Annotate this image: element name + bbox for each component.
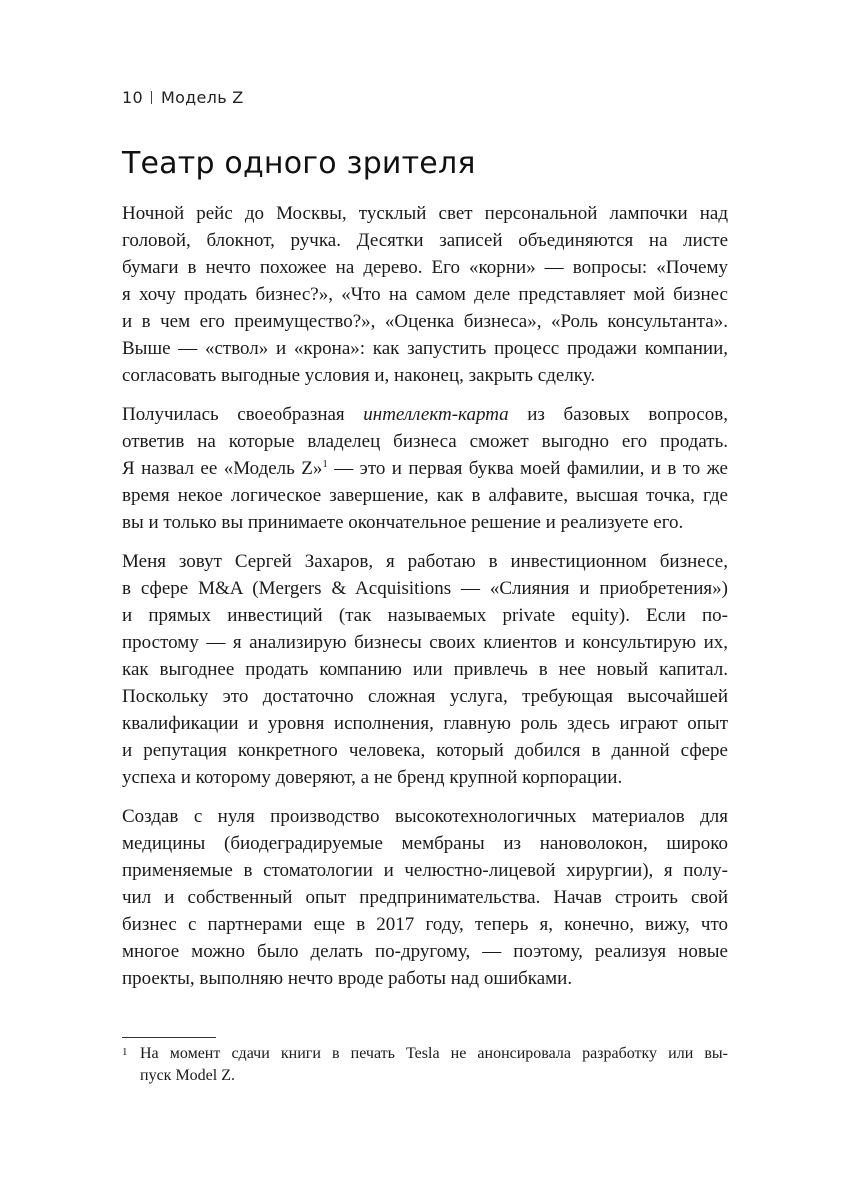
paragraph-1 — [122, 200, 728, 389]
text-line: квалификации и уровня исполнения, главную роль здесь играют опыт — [122, 713, 728, 734]
text-line: ответив на которые владелец бизнеса сможет выгодно его продать. — [122, 431, 728, 452]
text-line: и в чем его преимущество?», «Оценка бизнеса», «Роль консультанта». — [122, 311, 728, 332]
text-line — [122, 401, 728, 428]
text-line: время некое логическое завершение, как в алфавите, высшая точка, где — [122, 485, 728, 506]
text-line: в сфере M&A (Mergers & Acquisitions — «Слияния и приобретения») — [122, 578, 728, 599]
footnote-line: пуск Model Z. — [140, 1067, 235, 1084]
paragraph-4 — [122, 803, 728, 992]
body-text — [122, 200, 728, 1004]
text-line: я хочу продать бизнес?», «Что на самом деле представляет мой бизнес — [122, 284, 728, 305]
text-line: чил и собственный опыт предпринимательства. Начав строить свой — [122, 887, 728, 908]
text-line: вы и только вы принимаете окончательное решение и реализуете его. — [122, 512, 684, 533]
text-line: Меня зовут Сергей Захаров, я работаю в инвестиционном бизнесе, — [122, 551, 728, 572]
text-line — [122, 455, 728, 482]
text-line: многое можно было делать по-другому, — поэтому, реализуя новые — [122, 941, 728, 962]
text-line: простому — я анализирую бизнесы своих клиентов и консультирую их, — [122, 632, 728, 653]
running-head — [122, 88, 244, 107]
text-line: как выгоднее продать компанию или привлечь в нее новый капитал. — [122, 659, 728, 680]
text-segment: — это и первая буква моей фамилии, и в то же — [327, 458, 728, 479]
text-line: бизнес с партнерами еще в 2017 году, теперь я, конечно, вижу, что — [122, 914, 728, 935]
section-title: Театр одного зрителя — [122, 146, 476, 181]
text-line: головой, блокнот, ручка. Десятки записей объединяются на листе — [122, 230, 728, 251]
footnote — [122, 1043, 728, 1087]
text-line: Выше — «ствол» и «крона»: как запустить процесс продажи компании, — [122, 338, 728, 359]
footnote-text — [140, 1043, 728, 1087]
footnote-mark: 1 — [122, 1046, 128, 1058]
text-line: и репутация конкретного человека, который добился в данной сфере — [122, 740, 728, 761]
header-separator — [151, 91, 152, 104]
text-line: согласовать выгодные условия и, наконец, закрыть сделку. — [122, 365, 596, 386]
text-line: и прямых инвестиций (так называемых private equity). Если по- — [122, 605, 728, 626]
text-line: Ночной рейс до Москвы, тусклый свет персональной лампочки над — [122, 203, 728, 224]
text-line: успеха и которому доверяют, а не бренд крупной корпорации. — [122, 767, 623, 788]
footnote-divider — [122, 1037, 216, 1038]
book-title: Модель Z — [160, 88, 244, 107]
footnote-line: На момент сдачи книги в печать Tesla не анонсировала разработку или вы- — [140, 1045, 728, 1062]
text-line: проекты, выполняю нечто вроде работы над ошибками. — [122, 968, 573, 989]
italic-term: интеллект-карта — [363, 404, 509, 425]
footnote-reference[interactable]: 1 — [322, 458, 328, 470]
text-line: применяемые в стоматологии и челюстно-лицевой хирургии), я полу- — [122, 860, 728, 881]
text-segment: Получилась своеобразная — [122, 404, 364, 425]
text-line: Поскольку это достаточно сложная услуга, требующая высочайшей — [122, 686, 728, 707]
text-line: медицины (биодеградируемые мембраны из нановолокон, широко — [122, 833, 728, 854]
text-line: бумаги в нечто похожее на дерево. Его «корни» — вопросы: «Почему — [122, 257, 728, 278]
paragraph-3 — [122, 548, 728, 791]
text-segment: Я назвал ее «Модель Z» — [122, 458, 323, 479]
text-line: Создав с нуля производство высокотехнологичных материалов для — [122, 806, 728, 827]
page-number: 10 — [122, 88, 143, 107]
text-segment: из базовых вопросов, — [508, 404, 729, 425]
paragraph-2 — [122, 401, 728, 536]
